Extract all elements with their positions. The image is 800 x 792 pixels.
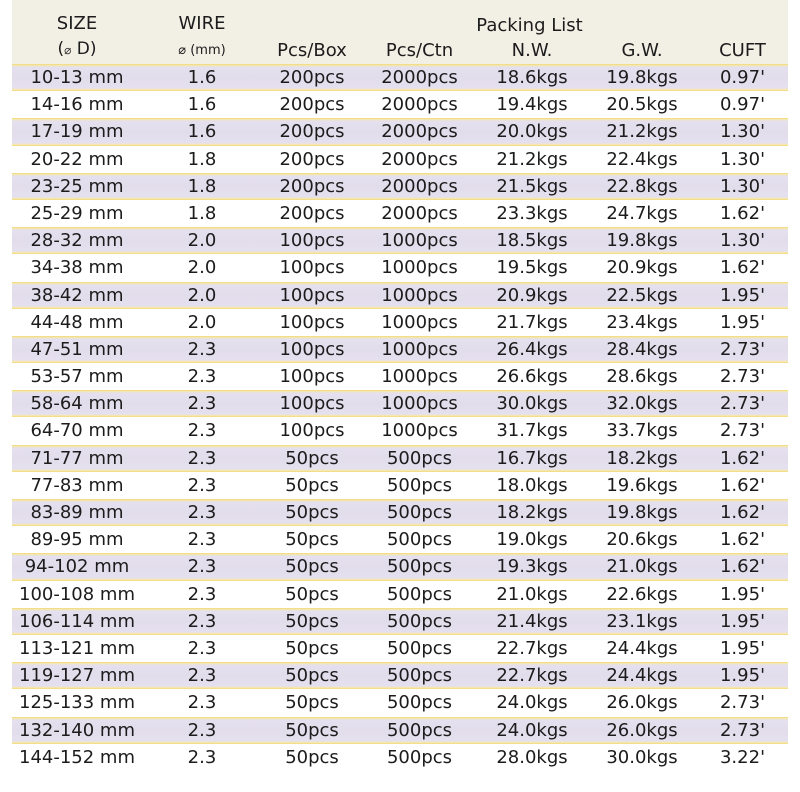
pcs-ctn-cell: 2000pcs [381,148,458,170]
pcs-ctn-cell: 1000pcs [381,420,458,442]
pcs-ctn-cell: 1000pcs [381,257,458,279]
nw-cell: 21.0kgs [496,583,568,605]
pcs-ctn-cell: 500pcs [386,447,453,469]
gw-cell: 22.4kgs [606,148,678,170]
size-cell: 34-38 mm [30,257,124,279]
pcs-box-cell: 200pcs [279,148,345,170]
size-cell: 44-48 mm [30,311,124,333]
gw-cell: 21.0kgs [606,556,678,578]
table-row [12,662,788,689]
size-cell: 58-64 mm [30,393,124,415]
gw-cell: 19.8kgs [606,67,678,88]
gw-cell: 32.0kgs [606,393,678,415]
pcs-box-cell: 200pcs [279,67,345,88]
size-cell: 25-29 mm [30,202,124,224]
size-cell: 53-57 mm [30,366,124,388]
pcs-box-cell: 50pcs [285,474,339,496]
table-row [12,336,788,363]
size-cell: 132-140 mm [19,719,135,741]
pcs-ctn-cell: 2000pcs [381,175,458,197]
size-cell: 113-121 mm [19,637,135,659]
wire-cell: 2.0 [187,284,217,306]
gw-cell: 30.0kgs [606,746,678,768]
pcs-ctn-cell: 1000pcs [381,311,458,333]
nw-cell: 26.6kgs [496,366,568,388]
nw-cell: 23.3kgs [496,202,568,224]
cuft-cell: 1.62' [719,502,766,523]
wire-cell: 2.3 [187,338,217,360]
table-row [12,526,788,553]
pcs-box-cell: 50pcs [285,637,339,659]
size-cell: 10-13 mm [30,67,124,88]
size-cell: 77-83 mm [30,474,124,496]
wire-cell: 1.6 [187,94,217,116]
nw-cell: 28.0kgs [496,746,568,768]
pcs-box-cell: 100pcs [279,366,345,388]
table-row [12,227,788,254]
wire-cell: 2.3 [187,665,217,687]
pcs-ctn-cell: 2000pcs [381,94,458,116]
size-header: SIZE [56,13,98,34]
wire-cell: 2.3 [187,610,217,632]
nw-cell: 30.0kgs [496,393,568,415]
table-row [12,146,788,173]
nw-cell: 20.0kgs [496,121,568,143]
cuft-cell: 2.73' [719,420,766,442]
cuft-cell: 1.95' [719,637,766,659]
pcs-ctn-cell: 500pcs [386,556,453,578]
pcs-ctn-cell: 500pcs [386,719,453,741]
table-row [12,417,788,444]
cuft-header: CUFT [719,40,766,61]
pcs-ctn-cell: 500pcs [386,583,453,605]
pcs-ctn-cell: 1000pcs [381,366,458,388]
gw-header: G.W. [621,40,663,61]
nw-cell: 26.4kgs [496,338,568,360]
wire-cell: 2.3 [187,447,217,469]
cuft-cell: 1.62' [719,447,766,469]
cuft-cell: 1.95' [719,610,766,632]
pcs-ctn-cell: 1000pcs [381,393,458,415]
pcs-ctn-cell: 500pcs [386,502,453,523]
pcs-box-cell: 100pcs [279,420,345,442]
gw-cell: 20.6kgs [606,529,678,551]
cuft-cell: 1.30' [719,230,766,252]
wire-cell: 2.3 [187,502,217,523]
nw-cell: 19.5kgs [496,257,568,279]
nw-cell: 20.9kgs [496,284,568,306]
pcs-box-cell: 50pcs [285,502,339,523]
gw-cell: 19.8kgs [606,502,678,523]
nw-cell: 24.0kgs [496,719,568,741]
gw-cell: 22.6kgs [606,583,678,605]
pcs-box-cell: 50pcs [285,583,339,605]
cuft-cell: 1.95' [719,665,766,687]
gw-cell: 28.4kgs [606,338,678,360]
gw-cell: 22.5kgs [606,284,678,306]
nw-header: N.W. [511,40,553,61]
nw-cell: 24.0kgs [496,692,568,714]
size-cell: 94-102 mm [24,556,130,578]
cuft-cell: 2.73' [719,719,766,741]
pcs-box-cell: 50pcs [285,556,339,578]
cuft-cell: 0.97' [719,94,766,116]
packing-table [12,0,788,778]
cuft-cell: 1.62' [719,257,766,279]
gw-cell: 22.8kgs [606,175,678,197]
nw-cell: 18.6kgs [496,67,568,88]
pcs-box-cell: 50pcs [285,746,339,768]
cuft-cell: 3.22' [719,746,766,768]
nw-cell: 18.2kgs [496,502,568,523]
size-subheader-label: D) [76,39,97,59]
wire-cell: 2.3 [187,719,217,741]
nw-cell: 31.7kgs [496,420,568,442]
wire-cell: 2.3 [187,393,217,415]
wire-cell: 1.8 [187,202,217,224]
size-cell: 64-70 mm [30,420,124,442]
size-cell: 119-127 mm [19,665,135,687]
table-row [12,390,788,417]
nw-cell: 21.5kgs [496,175,568,197]
gw-cell: 23.4kgs [606,311,678,333]
pcs-box-cell: 50pcs [285,610,339,632]
pcs-box-cell: 200pcs [279,202,345,224]
wire-cell: 2.3 [187,366,217,388]
pcs-box-cell: 200pcs [279,121,345,143]
wire-cell: 2.3 [187,474,217,496]
cuft-cell: 1.62' [719,202,766,224]
gw-cell: 20.9kgs [606,257,678,279]
wire-cell: 2.3 [187,529,217,551]
size-cell: 106-114 mm [19,610,135,632]
pcs-ctn-cell: 2000pcs [381,121,458,143]
table-row [12,499,788,526]
pcs-ctn-cell: 500pcs [386,474,453,496]
wire-cell: 2.3 [187,746,217,768]
size-cell: 100-108 mm [19,583,135,605]
wire-cell: 2.3 [187,420,217,442]
pcs-ctn-cell: 1000pcs [381,230,458,252]
wire-cell: 2.3 [187,637,217,659]
wire-cell: 2.3 [187,692,217,714]
nw-cell: 19.0kgs [496,529,568,551]
nw-cell: 21.2kgs [496,148,568,170]
size-cell: 28-32 mm [30,230,124,252]
size-subheader [12,38,142,61]
pcs-ctn-cell: 1000pcs [381,284,458,306]
wire-cell: 2.0 [187,257,217,279]
table-row [12,744,788,771]
wire-cell: 1.8 [187,175,217,197]
cuft-cell: 1.95' [719,284,766,306]
pcs-box-cell: 50pcs [285,529,339,551]
table-row [12,118,788,145]
pcs-box-cell: 100pcs [279,338,345,360]
table-row [12,717,788,744]
pcs-ctn-cell: 500pcs [386,529,453,551]
wire-cell: 2.0 [187,311,217,333]
pcs-box-cell: 100pcs [279,393,345,415]
nw-cell: 19.4kgs [496,94,568,116]
cuft-cell: 1.95' [719,311,766,333]
wire-cell: 1.8 [187,148,217,170]
size-cell: 71-77 mm [30,447,124,469]
size-cell: 23-25 mm [30,175,124,197]
cuft-cell: 1.30' [719,175,766,197]
pcs-box-header: Pcs/Box [277,40,347,61]
table-row [12,64,788,91]
table-row [12,282,788,309]
size-cell: 83-89 mm [30,502,124,523]
pcs-box-cell: 100pcs [279,284,345,306]
wire-header: WIRE [178,13,226,34]
size-cell: 125-133 mm [19,692,135,714]
nw-cell: 22.7kgs [496,637,568,659]
table-row [12,608,788,635]
cuft-cell: 1.30' [719,148,766,170]
cuft-cell: 1.62' [719,529,766,551]
cuft-cell: 1.62' [719,474,766,496]
gw-cell: 24.7kgs [606,202,678,224]
table-row [12,200,788,227]
nw-cell: 16.7kgs [496,447,568,469]
pcs-box-cell: 100pcs [279,257,345,279]
gw-cell: 24.4kgs [606,637,678,659]
table-row [12,472,788,499]
table-row [12,635,788,662]
pcs-box-cell: 50pcs [285,665,339,687]
pcs-ctn-cell: 500pcs [386,746,453,768]
pcs-box-cell: 200pcs [279,94,345,116]
gw-cell: 24.4kgs [606,665,678,687]
table-row [12,254,788,281]
gw-cell: 18.2kgs [606,447,678,469]
cuft-cell: 2.73' [719,393,766,415]
cuft-cell: 1.30' [719,121,766,143]
gw-cell: 19.8kgs [606,230,678,252]
cuft-cell: 1.95' [719,583,766,605]
table-row [12,91,788,118]
gw-cell: 28.6kgs [606,366,678,388]
nw-cell: 21.7kgs [496,311,568,333]
cuft-cell: 2.73' [719,366,766,388]
table-row [12,309,788,336]
size-subheader-open: ( [57,39,65,59]
gw-cell: 21.2kgs [606,121,678,143]
gw-cell: 23.1kgs [606,610,678,632]
table-row [12,689,788,716]
table-body [12,64,788,771]
pcs-ctn-cell: 500pcs [386,665,453,687]
pcs-ctn-header: Pcs/Ctn [385,40,454,61]
nw-cell: 18.5kgs [496,230,568,252]
pcs-ctn-cell: 500pcs [386,610,453,632]
table-row [12,173,788,200]
pcs-box-cell: 100pcs [279,311,345,333]
size-cell: 144-152 mm [19,746,135,768]
pcs-ctn-cell: 1000pcs [381,338,458,360]
nw-cell: 22.7kgs [496,665,568,687]
gw-cell: 26.0kgs [606,719,678,741]
table-row [12,581,788,608]
wire-cell: 1.6 [187,67,217,88]
pcs-ctn-cell: 500pcs [386,692,453,714]
pcs-ctn-cell: 2000pcs [381,202,458,224]
cuft-cell: 0.97' [719,67,766,88]
pcs-box-cell: 100pcs [279,230,345,252]
gw-cell: 20.5kgs [606,94,678,116]
wire-cell: 1.6 [187,121,217,143]
pcs-box-cell: 50pcs [285,447,339,469]
table-header [12,0,788,64]
wire-cell: 2.3 [187,583,217,605]
cuft-cell: 1.62' [719,556,766,578]
size-cell: 14-16 mm [30,94,124,116]
gw-cell: 26.0kgs [606,692,678,714]
size-cell: 20-22 mm [30,148,124,170]
table-row [12,553,788,580]
wire-subheader: ⌀ (mm) [178,43,226,58]
size-cell: 17-19 mm [30,121,124,143]
table-row [12,445,788,472]
gw-cell: 33.7kgs [606,420,678,442]
pcs-ctn-cell: 500pcs [386,637,453,659]
table-row [12,363,788,390]
size-cell: 38-42 mm [30,284,124,306]
size-cell: 89-95 mm [30,529,124,551]
size-cell: 47-51 mm [30,338,124,360]
packing-list-header: Packing List [476,15,583,36]
pcs-ctn-cell: 2000pcs [381,67,458,88]
pcs-box-cell: 200pcs [279,175,345,197]
diameter-icon: ⌀ [64,43,72,57]
wire-cell: 2.0 [187,230,217,252]
pcs-box-cell: 50pcs [285,692,339,714]
cuft-cell: 2.73' [719,338,766,360]
cuft-cell: 2.73' [719,692,766,714]
nw-cell: 19.3kgs [496,556,568,578]
pcs-box-cell: 50pcs [285,719,339,741]
nw-cell: 21.4kgs [496,610,568,632]
wire-cell: 2.3 [187,556,217,578]
gw-cell: 19.6kgs [606,474,678,496]
nw-cell: 18.0kgs [496,474,568,496]
